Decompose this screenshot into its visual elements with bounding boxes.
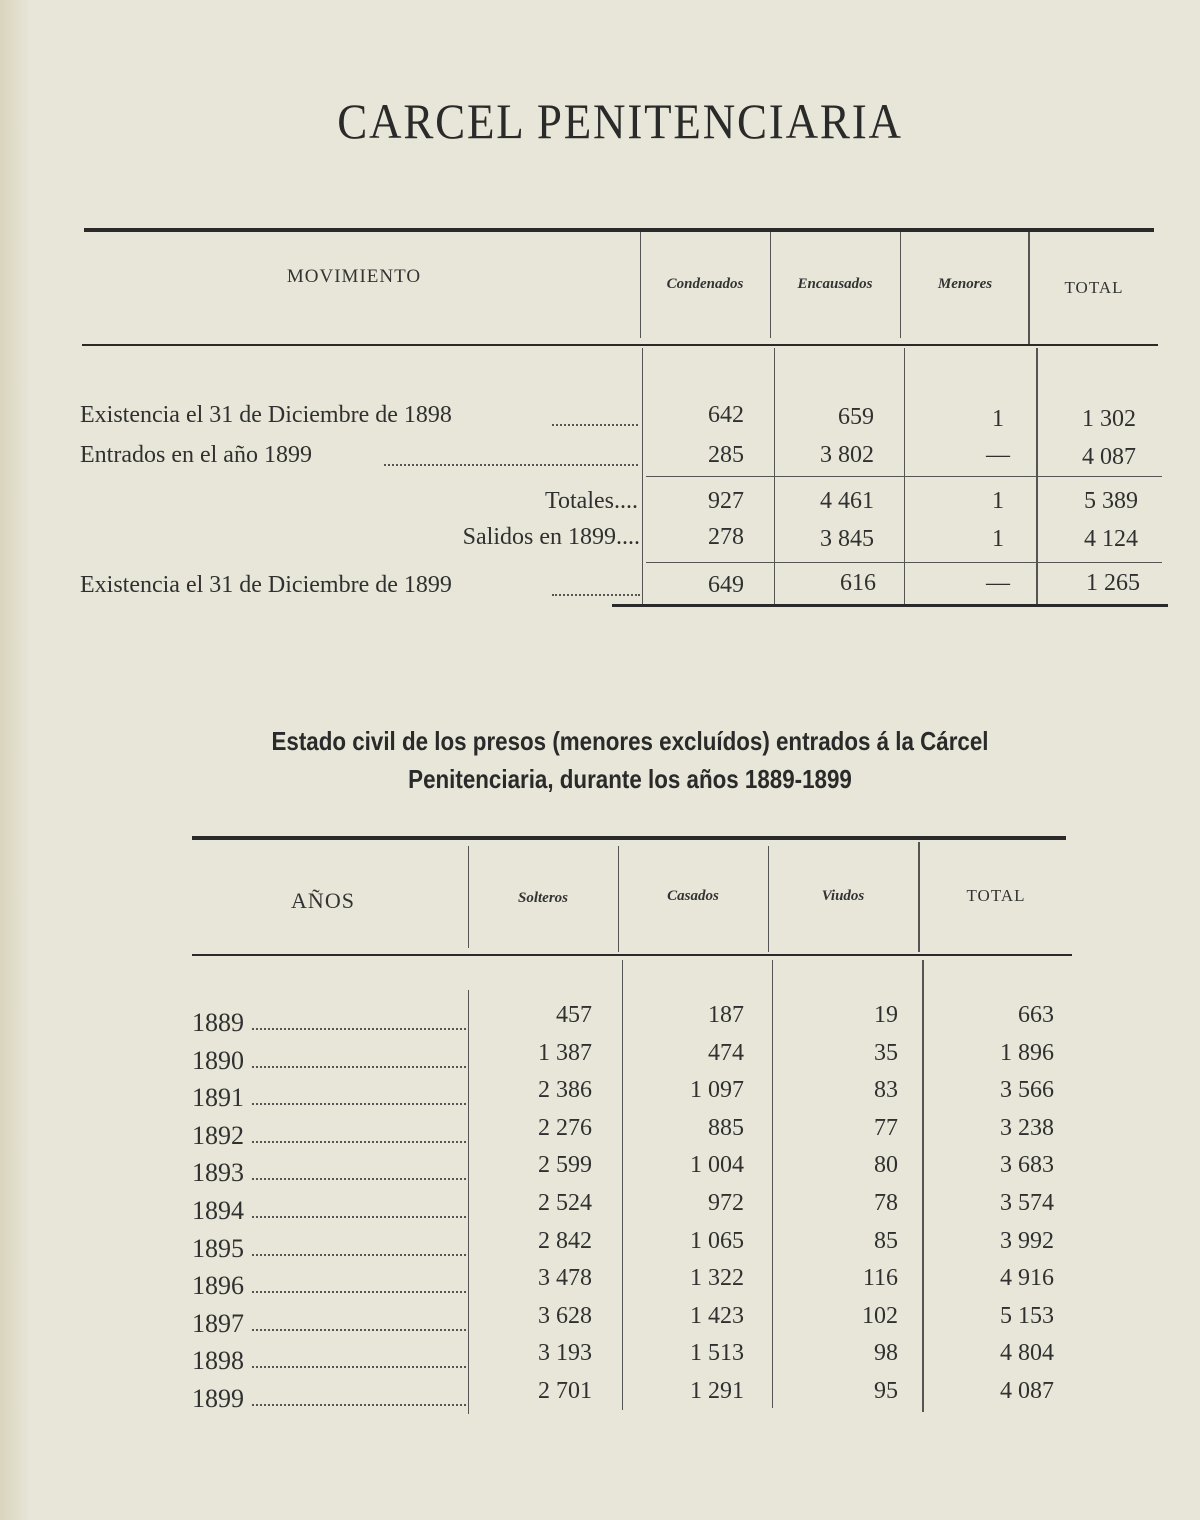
cell-encausados: 3 802 [820, 442, 874, 468]
year-label: 1897 [192, 1308, 244, 1338]
page-edge [0, 0, 30, 1520]
section-subtitle [217, 722, 1043, 798]
year-label: 1895 [192, 1233, 244, 1263]
cell-casados: 885 [708, 1114, 744, 1141]
cell-total: 3 574 [1000, 1190, 1054, 1216]
cell-total: 3 683 [1000, 1152, 1054, 1179]
cell-total: 5 389 [1084, 488, 1138, 514]
table2-header-rule [192, 954, 1072, 956]
cell-casados: 1 291 [690, 1378, 744, 1404]
cell-solteros: 457 [556, 1002, 592, 1028]
cell-casados: 1 065 [690, 1227, 744, 1254]
header-condenados: Condenados [666, 276, 744, 292]
leader-dots [252, 1178, 466, 1180]
cell-total: 5 153 [1000, 1302, 1054, 1329]
cell-viudos: 116 [862, 1265, 898, 1292]
cell-encausados: 659 [838, 404, 874, 430]
year-label: 1894 [192, 1196, 244, 1225]
cell-total: 4 124 [1084, 526, 1138, 552]
subtitle-line-1: Estado civil de los presos (menores excluídos) entrados á la Cárcel [271, 726, 989, 756]
cell-casados: 474 [708, 1039, 744, 1066]
header-anos: AÑOS [291, 888, 355, 913]
cell-menores: 1 [992, 526, 1004, 552]
cell-condenados: 285 [708, 442, 744, 468]
year-label: 1896 [192, 1271, 244, 1301]
cell-casados: 1 004 [690, 1152, 744, 1179]
cell-menores: 1 [992, 488, 1004, 514]
cell-viudos: 102 [862, 1302, 898, 1329]
leader-dots [252, 1216, 466, 1218]
row-label: Totales.... [545, 488, 638, 514]
header-encausados: Encausados [797, 276, 873, 292]
cell-viudos: 35 [874, 1039, 898, 1066]
cell-casados: 187 [708, 1002, 744, 1028]
header-casados: Casados [667, 888, 719, 904]
cell-casados: 972 [708, 1190, 744, 1216]
cell-solteros: 2 524 [538, 1190, 592, 1216]
cell-viudos: 98 [874, 1340, 898, 1367]
year-label: 1891 [192, 1083, 244, 1113]
subtitle-line-2: Penitenciaria, durante los años 1889-1899 [408, 764, 852, 794]
cell-menores: 1 [992, 406, 1004, 432]
cell-casados: 1 322 [690, 1265, 744, 1292]
leader-dots [252, 1366, 466, 1368]
cell-menores: — [986, 570, 1010, 596]
year-label: 1890 [192, 1045, 244, 1075]
cell-condenados: 278 [708, 524, 744, 550]
cell-encausados: 4 461 [820, 488, 874, 514]
cell-total: 1 265 [1086, 570, 1140, 596]
cell-total: 3 566 [1000, 1077, 1054, 1104]
row-label: Existencia el 31 de Diciembre de 1898 [80, 402, 452, 428]
leader-dots [252, 1141, 466, 1143]
cell-solteros: 2 701 [538, 1378, 592, 1404]
cell-total: 4 804 [1000, 1340, 1054, 1367]
row-label: Entrados en el año 1899 [80, 442, 312, 468]
cell-viudos: 80 [874, 1152, 898, 1179]
cell-viudos: 83 [874, 1077, 898, 1104]
cell-condenados: 927 [708, 488, 744, 514]
cell-solteros: 2 599 [538, 1152, 592, 1179]
header-viudos: Viudos [821, 888, 865, 904]
header-total: TOTAL [1064, 278, 1124, 297]
row-label: Existencia el 31 de Diciembre de 1899 [80, 572, 452, 598]
header-solteros: Solteros [517, 890, 568, 906]
cell-total: 4 916 [1000, 1265, 1054, 1292]
header-movimiento: MOVIMIENTO [286, 266, 422, 287]
cell-total: 3 238 [1000, 1114, 1054, 1141]
cell-total: 663 [1018, 1002, 1054, 1028]
page-title: CARCEL PENITENCIARIA [337, 93, 903, 149]
cell-viudos: 95 [874, 1378, 898, 1404]
cell-solteros: 2 842 [538, 1227, 592, 1254]
leader-dots [252, 1291, 466, 1293]
leader-dots [252, 1254, 466, 1256]
leader-dots [252, 1066, 466, 1068]
cell-total: 3 992 [1000, 1227, 1054, 1254]
cell-total: 4 087 [1082, 444, 1136, 470]
cell-menores: — [986, 442, 1010, 468]
header-menores: Menores [937, 276, 993, 292]
cell-total: 1 302 [1082, 406, 1136, 432]
cell-encausados: 3 845 [820, 526, 874, 552]
cell-condenados: 649 [708, 572, 744, 598]
leader-dots [252, 1028, 466, 1030]
year-label: 1899 [192, 1384, 244, 1413]
cell-solteros: 3 193 [538, 1340, 592, 1367]
header-total: TOTAL [966, 886, 1026, 905]
cell-casados: 1 097 [690, 1077, 744, 1104]
cell-solteros: 3 478 [538, 1265, 592, 1292]
cell-total: 1 896 [1000, 1039, 1054, 1066]
cell-solteros: 1 387 [538, 1039, 592, 1066]
cell-viudos: 78 [874, 1190, 898, 1216]
cell-total: 4 087 [1000, 1378, 1054, 1404]
cell-viudos: 19 [874, 1002, 898, 1028]
table1-bottom-rule [612, 604, 1168, 607]
leader-dots [252, 1329, 466, 1331]
table1-header-rule [82, 344, 1158, 346]
year-label: 1889 [192, 1008, 244, 1037]
year-label: 1898 [192, 1346, 244, 1376]
year-label: 1893 [192, 1158, 244, 1188]
cell-viudos: 77 [874, 1114, 898, 1141]
cell-casados: 1 423 [690, 1302, 744, 1329]
cell-solteros: 2 386 [538, 1077, 592, 1104]
cell-solteros: 2 276 [538, 1114, 592, 1141]
cell-casados: 1 513 [690, 1340, 744, 1367]
cell-encausados: 616 [840, 570, 876, 596]
table2-top-rule [192, 836, 1066, 840]
leader-dots [252, 1404, 466, 1406]
cell-condenados: 642 [708, 402, 744, 428]
row-label: Salidos en 1899.... [462, 524, 640, 550]
leader-dots [252, 1103, 466, 1105]
cell-viudos: 85 [874, 1227, 898, 1254]
cell-solteros: 3 628 [538, 1302, 592, 1329]
table1-top-rule [84, 228, 1154, 232]
year-label: 1892 [192, 1120, 244, 1150]
